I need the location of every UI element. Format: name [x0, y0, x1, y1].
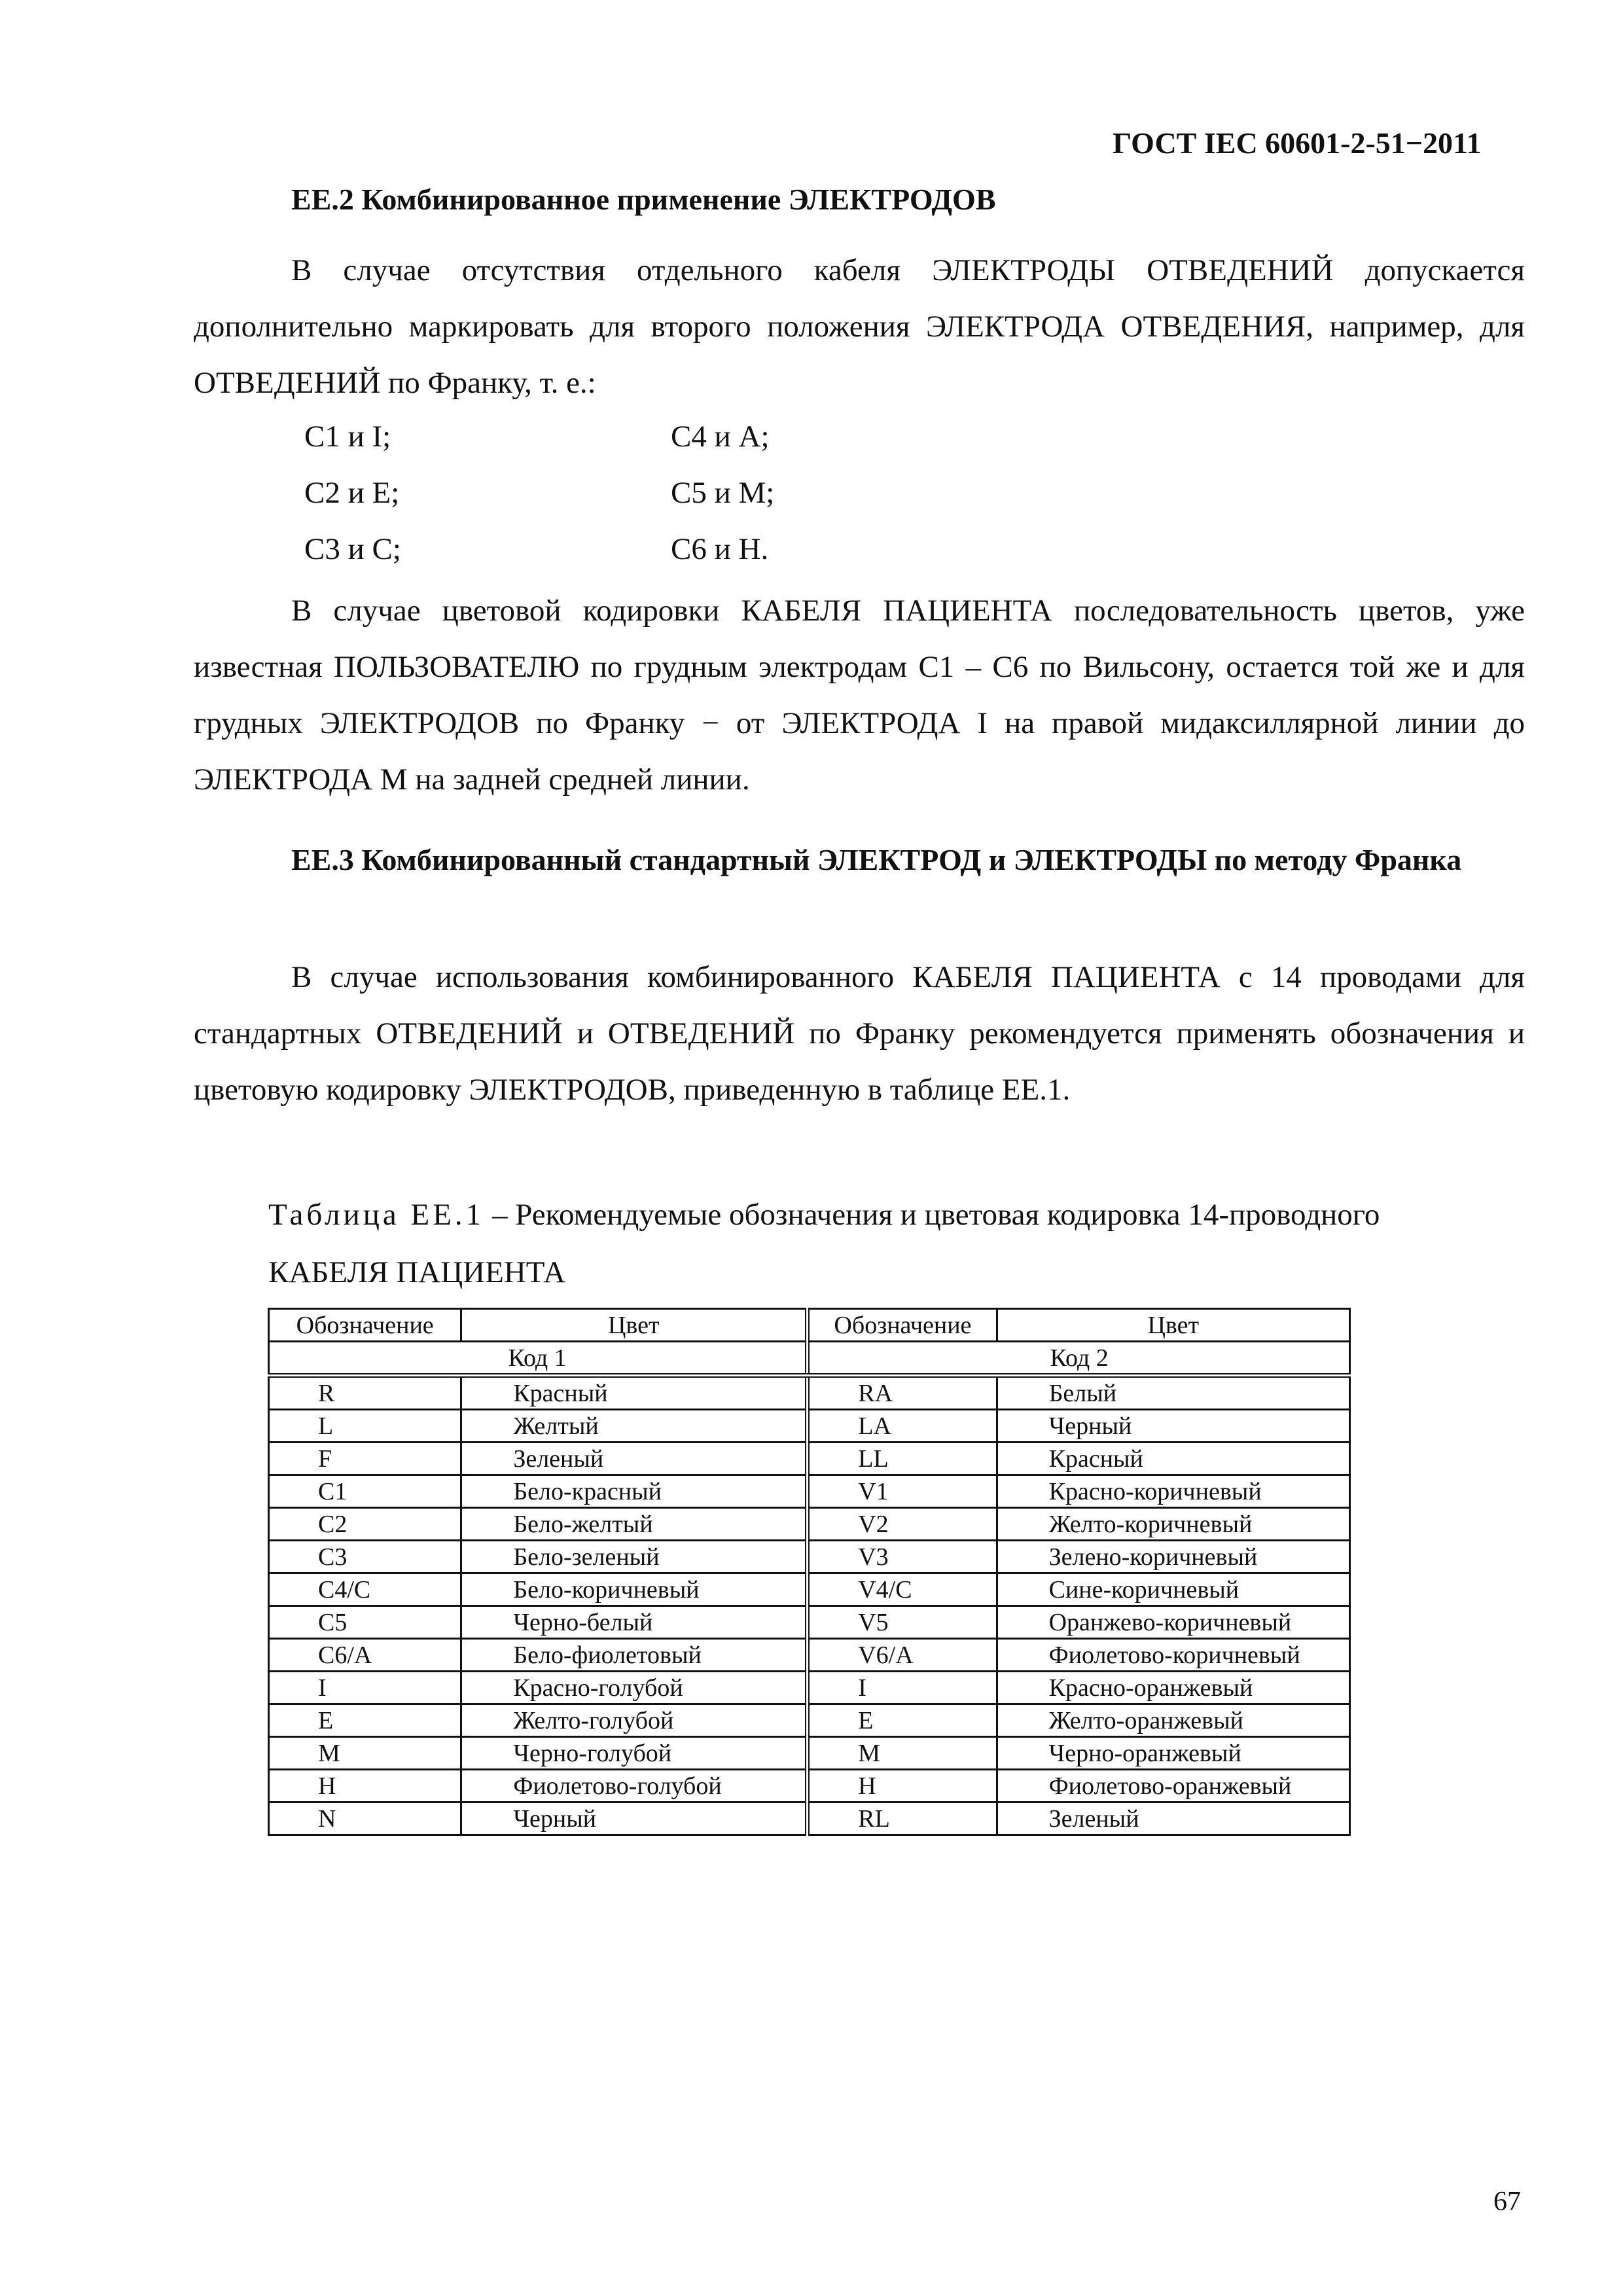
table-cell: Красный — [461, 1376, 808, 1410]
table-row — [269, 1376, 1350, 1410]
table-cell: Фиолетово-коричневый — [997, 1639, 1349, 1672]
table-cell: F — [269, 1443, 461, 1475]
table-cell: Бело-фиолетовый — [461, 1639, 808, 1672]
table-cell: C2 — [269, 1508, 461, 1541]
table-cell: Желтый — [461, 1410, 808, 1443]
table-row — [269, 1639, 1350, 1672]
table-cell: C3 — [269, 1541, 461, 1573]
table-cell: Красно-оранжевый — [997, 1672, 1349, 1704]
table-cell: N — [269, 1803, 461, 1835]
electrode-pair-left: С2 и Е; — [304, 476, 400, 510]
table-cell: C6/A — [269, 1639, 461, 1672]
table-row — [269, 1803, 1350, 1835]
section-ee3-paragraph: В случае использования комбинированного КАБЕЛЯ ПАЦИЕНТА с 14 проводами для стандартных ОТВЕДЕНИЙ и ОТВЕДЕНИЙ по Франку рекомендуется применять обозначения и цветовую кодировку ЭЛЕКТРОДОВ, приведенную в таблице ЕЕ.1. — [194, 960, 1525, 1107]
table-row — [269, 1770, 1350, 1803]
table-cell: H — [808, 1770, 997, 1803]
table-row — [269, 1541, 1350, 1573]
table-row — [269, 1475, 1350, 1508]
table-cell: LL — [808, 1443, 997, 1475]
table-cell: V6/A — [808, 1639, 997, 1672]
electrode-pair-left: С3 и С; — [304, 532, 401, 566]
table-cell: Зеленый — [997, 1803, 1349, 1835]
electrode-pair-right: С5 и М; — [671, 476, 775, 510]
table-cell: V2 — [808, 1508, 997, 1541]
code-group-header: Код 2 — [808, 1342, 1350, 1376]
table-row — [269, 1443, 1350, 1475]
table-cell: Желто-коричневый — [997, 1508, 1349, 1541]
electrode-pair-left: С1 и I; — [304, 420, 391, 454]
table-cell: Сине-коричневый — [997, 1573, 1349, 1606]
section-ee2-paragraph-2: В случае цветовой кодировки КАБЕЛЯ ПАЦИЕНТА последовательность цветов, уже известная ПОЛЬЗОВАТЕЛЮ по грудным электродам С1 – С6 по Вильсону, остается той же и для грудных ЭЛЕКТРОДОВ по Франку − от ЭЛЕКТРОДА I на правой мидаксиллярной линии до ЭЛЕКТРОДА М на задней средней линии. — [194, 594, 1525, 797]
document-header: ГОСТ IEC 60601-2-51−2011 — [1113, 126, 1482, 160]
table-row — [269, 1737, 1350, 1770]
table-cell: Черно-белый — [461, 1606, 808, 1639]
table-cell: Бело-зеленый — [461, 1541, 808, 1573]
section-ee2-paragraph-1: В случае отсутствия отдельного кабеля ЭЛЕКТРОДЫ ОТВЕДЕНИЙ допускается дополнительно маркировать для второго положения ЭЛЕКТРОДА ОТВЕДЕНИЯ, например, для ОТВЕДЕНИЙ по Франку, т. е.: — [194, 253, 1525, 400]
table-caption — [268, 1186, 1381, 1301]
column-header: Обозначение — [269, 1309, 461, 1342]
table-row — [269, 1606, 1350, 1639]
table-cell: Желто-голубой — [461, 1704, 808, 1737]
electrode-pair-right: С4 и А; — [671, 420, 770, 454]
table-cell: Красный — [997, 1443, 1349, 1475]
table-cell: V5 — [808, 1606, 997, 1639]
table-cell: Красно-голубой — [461, 1672, 808, 1704]
table-cell: C4/C — [269, 1573, 461, 1606]
table-row — [269, 1410, 1350, 1443]
table-header-row — [269, 1309, 1350, 1342]
table-cell: Бело-коричневый — [461, 1573, 808, 1606]
table-cell: M — [269, 1737, 461, 1770]
table-cell: E — [269, 1704, 461, 1737]
table-cell: V4/C — [808, 1573, 997, 1606]
table-cell: Фиолетово-голубой — [461, 1770, 808, 1803]
table-cell: Зелено-коричневый — [997, 1541, 1349, 1573]
table-cell: LA — [808, 1410, 997, 1443]
table-caption-label: Таблица ЕЕ.1 — [268, 1198, 485, 1232]
table-cell: I — [808, 1672, 997, 1704]
table-row — [269, 1573, 1350, 1606]
electrode-pair-right: С6 и Н. — [671, 532, 769, 566]
column-header: Цвет — [461, 1309, 808, 1342]
table-cell: Желто-оранжевый — [997, 1704, 1349, 1737]
table-cell: L — [269, 1410, 461, 1443]
table-cell: E — [808, 1704, 997, 1737]
section-ee3-heading: ЕЕ.3 Комбинированный стандартный ЭЛЕКТРОД и ЭЛЕКТРОДЫ по методу Франка — [291, 843, 1462, 876]
table-cell: Фиолетово-оранжевый — [997, 1770, 1349, 1803]
table-cell: Бело-желтый — [461, 1508, 808, 1541]
table-row — [269, 1508, 1350, 1541]
table-cell: M — [808, 1737, 997, 1770]
table-cell: Бело-красный — [461, 1475, 808, 1508]
table-cell: Черный — [461, 1803, 808, 1835]
electrode-color-table — [268, 1308, 1351, 1836]
page-number: 67 — [1493, 2187, 1521, 2217]
table-cell: Черно-оранжевый — [997, 1737, 1349, 1770]
table-cell: C1 — [269, 1475, 461, 1508]
table-caption-text: – Рекомендуемые обозначения и цветовая кодировка 14-проводного КАБЕЛЯ ПАЦИЕНТА — [268, 1198, 1380, 1289]
table-row — [269, 1672, 1350, 1704]
table-cell: RL — [808, 1803, 997, 1835]
table-cell: C5 — [269, 1606, 461, 1639]
table-cell: H — [269, 1770, 461, 1803]
code-group-header: Код 1 — [269, 1342, 808, 1376]
table-cell: Зеленый — [461, 1443, 808, 1475]
column-header: Обозначение — [808, 1309, 997, 1342]
table-cell: Черно-голубой — [461, 1737, 808, 1770]
table-cell: Красно-коричневый — [997, 1475, 1349, 1508]
table-row — [269, 1704, 1350, 1737]
table-cell: Белый — [997, 1376, 1349, 1410]
section-ee2-heading: ЕЕ.2 Комбинированное применение ЭЛЕКТРОДОВ — [291, 183, 996, 216]
table-subheader-row — [269, 1342, 1350, 1376]
table-cell: Оранжево-коричневый — [997, 1606, 1349, 1639]
table-cell: Черный — [997, 1410, 1349, 1443]
table-cell: V1 — [808, 1475, 997, 1508]
table-cell: V3 — [808, 1541, 997, 1573]
table-cell: RA — [808, 1376, 997, 1410]
table-cell: R — [269, 1376, 461, 1410]
table-cell: I — [269, 1672, 461, 1704]
column-header: Цвет — [997, 1309, 1349, 1342]
